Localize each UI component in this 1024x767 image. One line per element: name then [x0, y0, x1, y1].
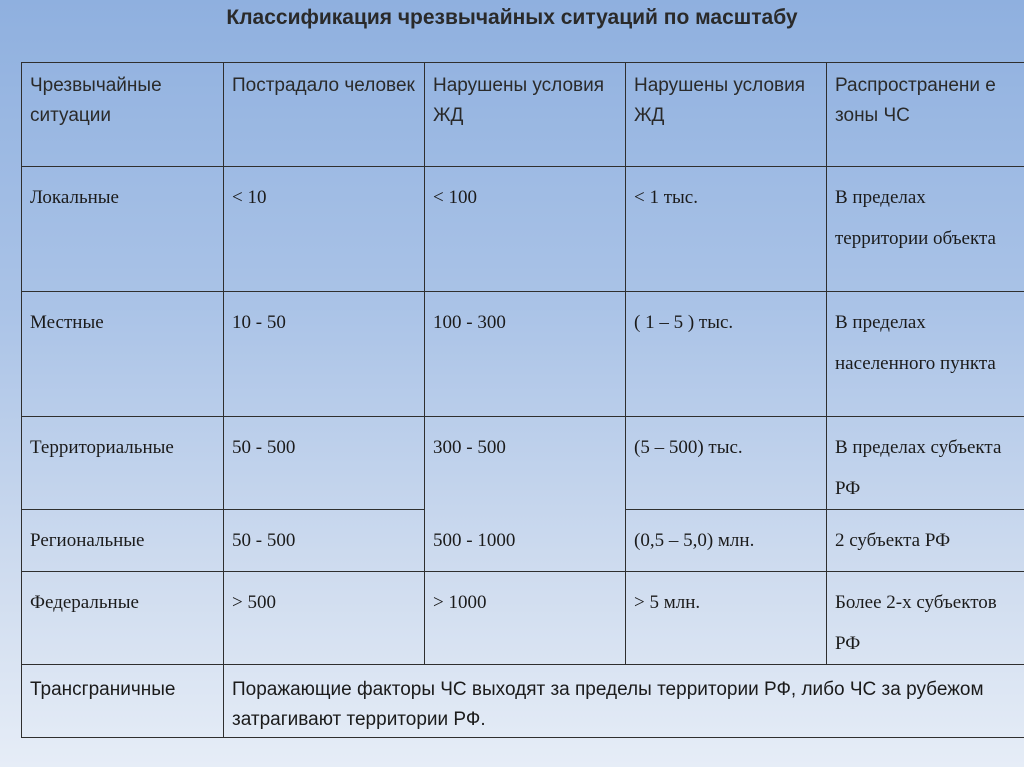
cell-conditions-1: 100 - 300 — [425, 292, 626, 417]
cell-zone: В пределах территории объекта — [827, 167, 1024, 292]
cell-zone: 2 субъекта РФ — [827, 510, 1024, 572]
classification-table — [21, 62, 1024, 738]
cell-conditions-1: 300 - 500 — [425, 417, 626, 510]
cell-conditions-2: (5 – 500) тыс. — [626, 417, 827, 510]
cell-zone: В пределах населенного пункта — [827, 292, 1024, 417]
table-row-territorial — [22, 417, 1024, 510]
table-header-row — [22, 63, 1024, 167]
header-cell-living-conditions-1: Нарушены условия ЖД — [425, 63, 626, 167]
cell-type: Трансграничные — [22, 665, 224, 738]
cell-conditions-2: < 1 тыс. — [626, 167, 827, 292]
table-row-local — [22, 167, 1024, 292]
header-cell-situations: Чрезвычайные ситуации — [22, 63, 224, 167]
cell-victims: > 500 — [224, 572, 425, 665]
table-row-federal — [22, 572, 1024, 665]
cell-conditions-2: > 5 млн. — [626, 572, 827, 665]
header-cell-zone-spread: Распространени е зоны ЧС — [827, 63, 1024, 167]
cell-victims: < 10 — [224, 167, 425, 292]
cell-conditions-2: (0,5 – 5,0) млн. — [626, 510, 827, 572]
header-cell-living-conditions-2: Нарушены условия ЖД — [626, 63, 827, 167]
cell-zone: В пределах субъекта РФ — [827, 417, 1024, 510]
cell-type: Региональные — [22, 510, 224, 572]
cell-type: Территориальные — [22, 417, 224, 510]
page-title: Классификация чрезвычайных ситуаций по масштабу — [226, 6, 798, 29]
cell-conditions-1: 500 - 1000 — [425, 510, 626, 572]
table-row-regional — [22, 510, 1024, 572]
cell-type: Местные — [22, 292, 224, 417]
cell-victims: 50 - 500 — [224, 417, 425, 510]
cell-zone: Более 2-х субъектов РФ — [827, 572, 1024, 665]
cell-type: Локальные — [22, 167, 224, 292]
cell-conditions-1: > 1000 — [425, 572, 626, 665]
cell-transborder-description: Поражающие факторы ЧС выходят за пределы территории РФ, либо ЧС за рубежом затрагивают территории РФ. — [224, 665, 1024, 738]
header-cell-victims: Пострадало человек — [224, 63, 425, 167]
cell-conditions-2: ( 1 – 5 ) тыс. — [626, 292, 827, 417]
cell-victims: 50 - 500 — [224, 510, 425, 572]
cell-type: Федеральные — [22, 572, 224, 665]
cell-conditions-1: < 100 — [425, 167, 626, 292]
table-row-mestnye — [22, 292, 1024, 417]
table-row-transborder — [22, 665, 1024, 738]
cell-victims: 10 - 50 — [224, 292, 425, 417]
